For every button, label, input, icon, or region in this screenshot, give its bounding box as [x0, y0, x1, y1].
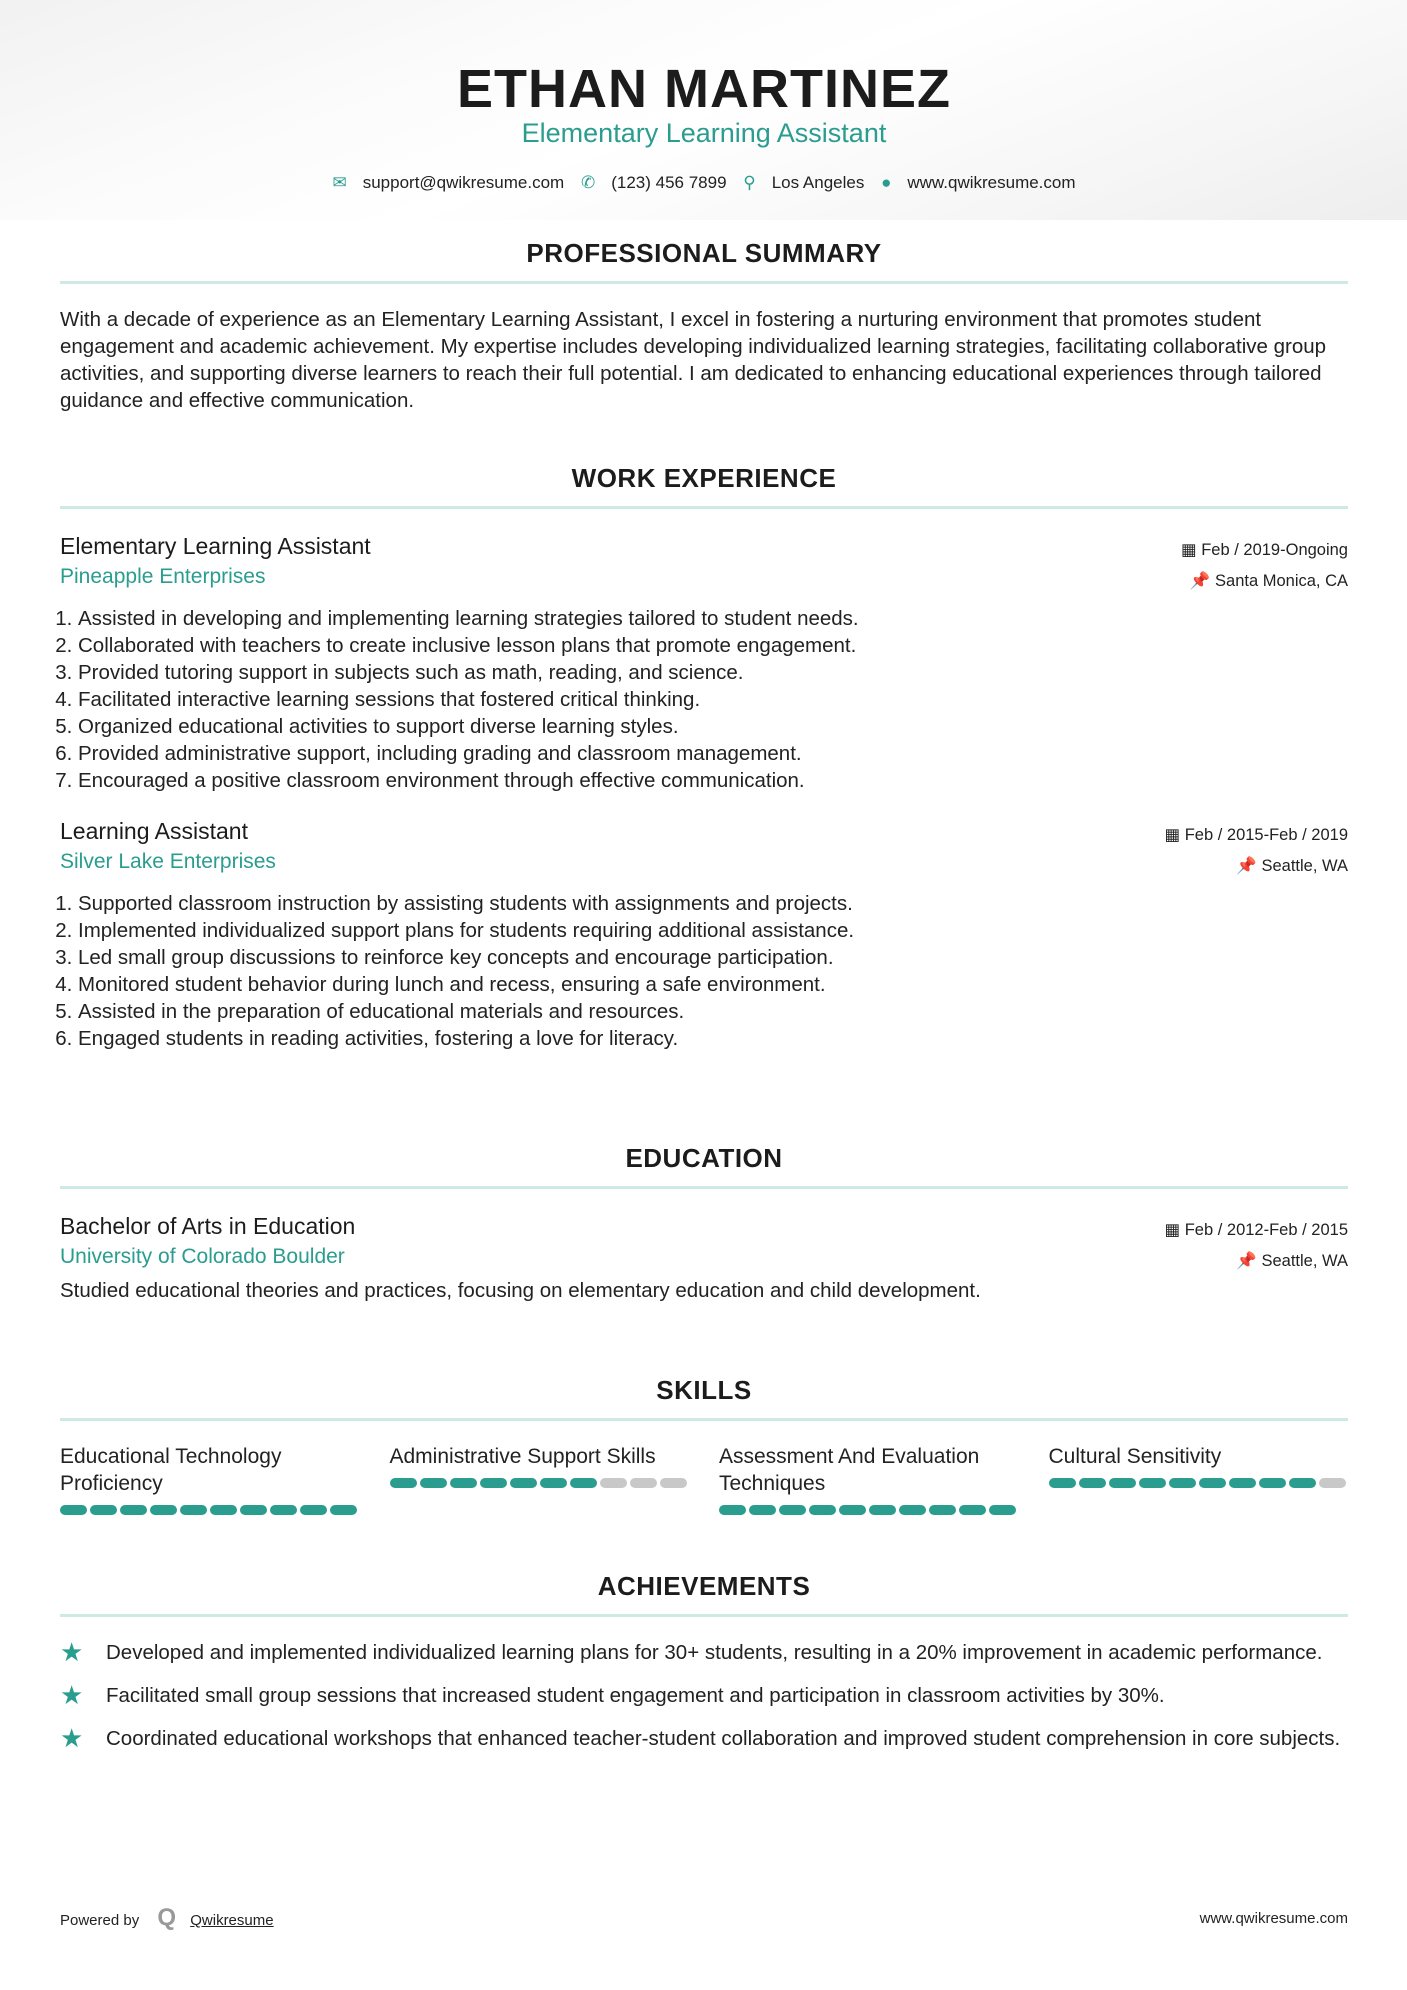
list-item: 2. Implemented individualized support plans for students requiring additional assistance.	[78, 917, 1348, 944]
list-item: 4. Monitored student behavior during lunch and recess, ensuring a safe environment.	[78, 971, 1348, 998]
section-heading: SKILLS	[60, 1375, 1348, 1421]
skill-level-segment	[630, 1478, 657, 1488]
skill-level-bar	[1049, 1478, 1349, 1488]
phone: (123) 456 7899	[611, 173, 727, 192]
skills-section	[60, 1375, 1348, 1515]
skill-level-segment	[390, 1478, 417, 1488]
email-icon: ✉	[332, 173, 347, 192]
skill-level-segment	[570, 1478, 597, 1488]
list-item: 5. Assisted in the preparation of educational materials and resources.	[78, 998, 1348, 1025]
list-item: 7. Encouraged a positive classroom environment through effective communication.	[78, 767, 1348, 794]
skill-level-segment	[959, 1505, 986, 1515]
calendar-icon: ▦	[1181, 541, 1202, 559]
skill-level-segment	[540, 1478, 567, 1488]
section-heading: PROFESSIONAL SUMMARY	[60, 238, 1348, 284]
qwikresume-logo-icon: Q	[157, 1904, 177, 1931]
candidate-name: ETHAN MARTINEZ	[457, 59, 951, 119]
location: Los Angeles	[771, 173, 865, 192]
job-entry	[60, 816, 1348, 1052]
school: University of Colorado Boulder	[60, 1245, 345, 1268]
powered-by: Powered by	[60, 1912, 140, 1929]
footer-website[interactable]: www.qwikresume.com	[1199, 1910, 1348, 1927]
pin-icon: 📌	[1189, 572, 1216, 590]
list-item: 6. Engaged students in reading activities, fostering a love for literacy.	[78, 1025, 1348, 1052]
skill-level-segment	[330, 1505, 357, 1515]
calendar-icon: ▦	[1164, 826, 1185, 844]
star-icon: ★	[60, 1680, 84, 1710]
skill-level-segment	[660, 1478, 687, 1488]
star-icon: ★	[60, 1637, 84, 1667]
skill-level-segment	[90, 1505, 117, 1515]
skill-level-segment	[839, 1505, 866, 1515]
skill-name: Administrative Support Skills	[389, 1445, 656, 1468]
pin-icon: 📌	[1236, 857, 1262, 875]
skill-level-segment	[1229, 1478, 1256, 1488]
job-entry	[60, 531, 1348, 794]
skill-level-bar	[60, 1505, 360, 1515]
company: Silver Lake Enterprises	[60, 850, 276, 873]
achievement-text: Coordinated educational workshops that enhanced teacher-student collaboration and improved student comprehension in core subjects.	[106, 1727, 1341, 1750]
section-heading: ACHIEVEMENTS	[60, 1571, 1348, 1617]
summary-section	[60, 238, 1348, 414]
skill-level-segment	[600, 1478, 627, 1488]
list-item: 1. Supported classroom instruction by assisting students with assignments and projects.	[78, 890, 1348, 917]
star-icon: ★	[60, 1723, 84, 1753]
degree: Bachelor of Arts in Education	[60, 1213, 356, 1239]
section-heading: EDUCATION	[60, 1143, 1348, 1189]
skill-level-segment	[809, 1505, 836, 1515]
skill-level-segment	[210, 1505, 237, 1515]
list-item: 3. Provided tutoring support in subjects such as math, reading, and science.	[78, 659, 1348, 686]
job-title: Learning Assistant	[60, 818, 248, 844]
achievement-text: Developed and implemented individualized learning plans for 30+ students, resulting in a 20% improvement in academic performance.	[106, 1641, 1323, 1664]
achievement-item	[60, 1725, 1348, 1752]
phone-icon: ✆	[580, 173, 596, 192]
skill-name: Assessment And Evaluation Techniques	[719, 1445, 980, 1495]
achievements-section	[60, 1571, 1348, 1768]
footer	[60, 1904, 1348, 1932]
duties-list	[60, 605, 1348, 794]
skill-level-segment	[869, 1505, 896, 1515]
skill-level-segment	[1109, 1478, 1136, 1488]
achievement-text: Facilitated small group sessions that increased student engagement and participation in classroom activities by 30%.	[106, 1684, 1165, 1707]
skill-item	[719, 1443, 1019, 1515]
brand-link[interactable]: Qwikresume	[190, 1912, 274, 1929]
skill-level-segment	[120, 1505, 147, 1515]
globe-icon: ●	[881, 173, 892, 192]
skill-item	[390, 1443, 690, 1515]
skill-level-segment	[1079, 1478, 1106, 1488]
website[interactable]: www.qwikresume.com	[907, 173, 1076, 192]
skill-level-segment	[989, 1505, 1016, 1515]
skill-level-segment	[270, 1505, 297, 1515]
skill-level-segment	[1049, 1478, 1076, 1488]
skill-level-segment	[480, 1478, 507, 1488]
list-item: 6. Provided administrative support, including grading and classroom management.	[78, 740, 1348, 767]
summary-text: With a decade of experience as an Elementary Learning Assistant, I excel in fostering a nurturing environment that promotes student engagement and academic achievement. My expertise includes developing individualized learning strategies, facilitating collaborative group activities, and supporting diverse learners to reach their full potential. I am dedicated to enhancing educational experiences through tailored guidance and effective communication.	[60, 308, 1327, 412]
skill-level-segment	[719, 1505, 746, 1515]
date: Feb / 2015-Feb / 2019	[1184, 826, 1348, 844]
skill-level-segment	[510, 1478, 537, 1488]
work-section	[60, 463, 1348, 1074]
education-entry	[60, 1211, 1348, 1304]
skill-level-segment	[779, 1505, 806, 1515]
skill-level-segment	[240, 1505, 267, 1515]
skill-level-segment	[60, 1505, 87, 1515]
section-heading: WORK EXPERIENCE	[60, 463, 1348, 509]
list-item: 5. Organized educational activities to support diverse learning styles.	[78, 713, 1348, 740]
skill-level-bar	[390, 1478, 690, 1488]
date: Feb / 2019-Ongoing	[1201, 541, 1348, 559]
skill-level-segment	[1199, 1478, 1226, 1488]
job-title: Elementary Learning Assistant	[60, 533, 371, 559]
achievement-item	[60, 1639, 1348, 1666]
skill-level-segment	[929, 1505, 956, 1515]
location: Santa Monica, CA	[1215, 572, 1348, 590]
location: Seattle, WA	[1261, 857, 1348, 875]
company: Pineapple Enterprises	[60, 565, 266, 588]
skill-name: Cultural Sensitivity	[1048, 1445, 1222, 1468]
skill-level-segment	[899, 1505, 926, 1515]
skill-level-bar	[719, 1505, 1019, 1515]
skill-level-segment	[749, 1505, 776, 1515]
achievement-item	[60, 1682, 1348, 1709]
skill-level-segment	[180, 1505, 207, 1515]
pin-icon: 📌	[1236, 1252, 1262, 1270]
skill-level-segment	[1259, 1478, 1286, 1488]
skill-level-segment	[1319, 1478, 1346, 1488]
contact-bar	[60, 173, 1348, 193]
skill-item	[1049, 1443, 1349, 1515]
skill-level-segment	[420, 1478, 447, 1488]
skill-level-segment	[450, 1478, 477, 1488]
calendar-icon: ▦	[1164, 1221, 1185, 1239]
list-item: 2. Collaborated with teachers to create inclusive lesson plans that promote engagement.	[78, 632, 1348, 659]
skill-level-segment	[1139, 1478, 1166, 1488]
duties-list	[60, 890, 1348, 1052]
skill-item	[60, 1443, 360, 1515]
location-pin-icon: ⚲	[743, 173, 756, 192]
list-item: 1. Assisted in developing and implementing learning strategies tailored to student needs.	[78, 605, 1348, 632]
education-text: Studied educational theories and practices, focusing on elementary education and child development.	[60, 1279, 981, 1302]
list-item: 3. Led small group discussions to reinforce key concepts and encourage participation.	[78, 944, 1348, 971]
candidate-title: Elementary Learning Assistant	[521, 118, 887, 148]
email[interactable]: support@qwikresume.com	[362, 173, 565, 192]
date: Feb / 2012-Feb / 2015	[1184, 1221, 1348, 1239]
skill-level-segment	[150, 1505, 177, 1515]
skill-level-segment	[1289, 1478, 1316, 1488]
location: Seattle, WA	[1261, 1252, 1348, 1270]
skill-level-segment	[300, 1505, 327, 1515]
skill-level-segment	[1169, 1478, 1196, 1488]
list-item: 4. Facilitated interactive learning sessions that fostered critical thinking.	[78, 686, 1348, 713]
education-section	[60, 1143, 1348, 1326]
skill-name: Educational Technology Proficiency	[60, 1445, 282, 1495]
